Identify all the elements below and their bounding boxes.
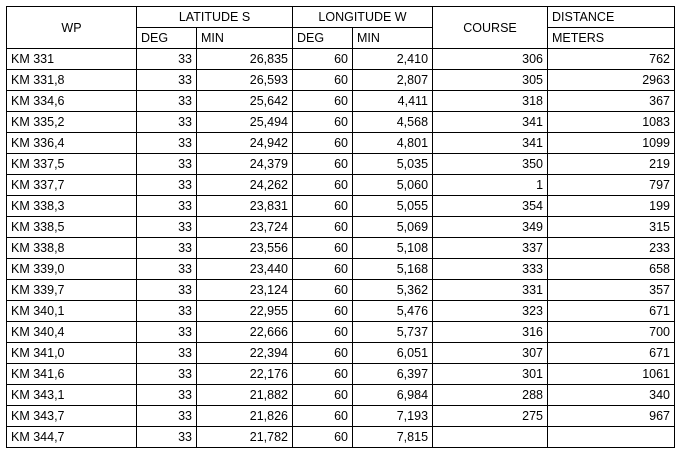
cell-course: 306 xyxy=(433,49,548,70)
cell-distance: 797 xyxy=(548,175,675,196)
cell-lon-deg: 60 xyxy=(293,259,353,280)
cell-lon-min: 5,069 xyxy=(353,217,433,238)
cell-wp: KM 331 xyxy=(7,49,137,70)
cell-lat-deg: 33 xyxy=(137,175,197,196)
table-row xyxy=(7,427,675,448)
cell-distance: 658 xyxy=(548,259,675,280)
cell-lat-min: 22,176 xyxy=(197,364,293,385)
cell-lat-deg: 33 xyxy=(137,238,197,259)
cell-distance: 671 xyxy=(548,343,675,364)
cell-wp: KM 335,2 xyxy=(7,112,137,133)
cell-lat-min: 23,556 xyxy=(197,238,293,259)
cell-lon-deg: 60 xyxy=(293,112,353,133)
cell-lat-min: 23,124 xyxy=(197,280,293,301)
table-row xyxy=(7,406,675,427)
cell-lon-deg: 60 xyxy=(293,175,353,196)
cell-course: 337 xyxy=(433,238,548,259)
header-meters: METERS xyxy=(548,28,675,49)
cell-lat-deg: 33 xyxy=(137,427,197,448)
cell-course: 354 xyxy=(433,196,548,217)
cell-course xyxy=(433,427,548,448)
cell-lon-deg: 60 xyxy=(293,91,353,112)
cell-lon-min: 5,108 xyxy=(353,238,433,259)
cell-lat-deg: 33 xyxy=(137,385,197,406)
cell-lon-min: 4,411 xyxy=(353,91,433,112)
cell-lon-deg: 60 xyxy=(293,49,353,70)
cell-lon-min: 6,397 xyxy=(353,364,433,385)
cell-wp: KM 338,8 xyxy=(7,238,137,259)
cell-lat-min: 21,882 xyxy=(197,385,293,406)
cell-lat-min: 24,942 xyxy=(197,133,293,154)
cell-lat-min: 23,724 xyxy=(197,217,293,238)
cell-lon-min: 2,807 xyxy=(353,70,433,91)
cell-lon-min: 5,737 xyxy=(353,322,433,343)
cell-course: 301 xyxy=(433,364,548,385)
cell-course: 316 xyxy=(433,322,548,343)
cell-lon-min: 6,051 xyxy=(353,343,433,364)
table-header xyxy=(7,7,675,49)
cell-lat-deg: 33 xyxy=(137,301,197,322)
cell-distance: 367 xyxy=(548,91,675,112)
cell-lon-deg: 60 xyxy=(293,427,353,448)
cell-lon-min: 7,815 xyxy=(353,427,433,448)
cell-lon-deg: 60 xyxy=(293,154,353,175)
cell-lat-min: 22,955 xyxy=(197,301,293,322)
header-lon-deg: DEG xyxy=(293,28,353,49)
cell-lat-min: 23,440 xyxy=(197,259,293,280)
cell-distance: 700 xyxy=(548,322,675,343)
cell-distance: 1099 xyxy=(548,133,675,154)
cell-lat-min: 22,394 xyxy=(197,343,293,364)
cell-distance: 967 xyxy=(548,406,675,427)
table-body xyxy=(7,49,675,448)
table-row xyxy=(7,91,675,112)
cell-wp: KM 339,0 xyxy=(7,259,137,280)
cell-lat-min: 25,494 xyxy=(197,112,293,133)
cell-distance: 2963 xyxy=(548,70,675,91)
waypoint-table xyxy=(6,6,675,448)
cell-wp: KM 334,6 xyxy=(7,91,137,112)
cell-wp: KM 338,3 xyxy=(7,196,137,217)
cell-lat-min: 22,666 xyxy=(197,322,293,343)
cell-wp: KM 341,0 xyxy=(7,343,137,364)
cell-lon-deg: 60 xyxy=(293,322,353,343)
cell-lon-min: 5,055 xyxy=(353,196,433,217)
cell-course: 1 xyxy=(433,175,548,196)
cell-lat-deg: 33 xyxy=(137,259,197,280)
table-row xyxy=(7,217,675,238)
cell-distance: 340 xyxy=(548,385,675,406)
cell-distance xyxy=(548,427,675,448)
table-row xyxy=(7,154,675,175)
cell-lat-deg: 33 xyxy=(137,217,197,238)
cell-lon-min: 5,476 xyxy=(353,301,433,322)
cell-distance: 357 xyxy=(548,280,675,301)
cell-wp: KM 343,1 xyxy=(7,385,137,406)
table-row xyxy=(7,196,675,217)
cell-lon-deg: 60 xyxy=(293,364,353,385)
cell-lon-min: 2,410 xyxy=(353,49,433,70)
cell-course: 331 xyxy=(433,280,548,301)
header-wp: WP xyxy=(7,7,137,49)
cell-distance: 219 xyxy=(548,154,675,175)
table-row xyxy=(7,238,675,259)
cell-lat-min: 26,835 xyxy=(197,49,293,70)
cell-wp: KM 337,5 xyxy=(7,154,137,175)
table-row xyxy=(7,175,675,196)
header-lat-min: MIN xyxy=(197,28,293,49)
cell-lon-min: 4,568 xyxy=(353,112,433,133)
cell-lat-deg: 33 xyxy=(137,406,197,427)
cell-lon-min: 4,801 xyxy=(353,133,433,154)
cell-lon-deg: 60 xyxy=(293,385,353,406)
cell-lat-deg: 33 xyxy=(137,364,197,385)
cell-lat-deg: 33 xyxy=(137,49,197,70)
cell-course: 349 xyxy=(433,217,548,238)
cell-course: 350 xyxy=(433,154,548,175)
cell-lat-deg: 33 xyxy=(137,343,197,364)
header-row-top xyxy=(7,7,675,28)
header-lon-min: MIN xyxy=(353,28,433,49)
table-row xyxy=(7,343,675,364)
cell-lon-deg: 60 xyxy=(293,343,353,364)
cell-lon-deg: 60 xyxy=(293,280,353,301)
cell-lon-deg: 60 xyxy=(293,133,353,154)
header-course: COURSE xyxy=(433,7,548,49)
cell-lon-deg: 60 xyxy=(293,196,353,217)
table-row xyxy=(7,280,675,301)
cell-course: 307 xyxy=(433,343,548,364)
cell-lat-min: 21,826 xyxy=(197,406,293,427)
cell-lat-deg: 33 xyxy=(137,91,197,112)
cell-wp: KM 340,4 xyxy=(7,322,137,343)
cell-lon-min: 6,984 xyxy=(353,385,433,406)
cell-wp: KM 337,7 xyxy=(7,175,137,196)
cell-lat-min: 24,262 xyxy=(197,175,293,196)
waypoint-table-container xyxy=(6,6,675,448)
cell-course: 341 xyxy=(433,112,548,133)
table-row xyxy=(7,385,675,406)
cell-distance: 315 xyxy=(548,217,675,238)
cell-lat-deg: 33 xyxy=(137,112,197,133)
cell-lat-deg: 33 xyxy=(137,322,197,343)
cell-wp: KM 344,7 xyxy=(7,427,137,448)
table-row xyxy=(7,49,675,70)
cell-lon-min: 5,060 xyxy=(353,175,433,196)
cell-lon-min: 5,362 xyxy=(353,280,433,301)
cell-course: 341 xyxy=(433,133,548,154)
table-row xyxy=(7,322,675,343)
cell-lat-min: 24,379 xyxy=(197,154,293,175)
cell-lon-min: 7,193 xyxy=(353,406,433,427)
cell-wp: KM 343,7 xyxy=(7,406,137,427)
cell-course: 323 xyxy=(433,301,548,322)
cell-wp: KM 336,4 xyxy=(7,133,137,154)
cell-lat-min: 21,782 xyxy=(197,427,293,448)
header-latitude: LATITUDE S xyxy=(137,7,293,28)
cell-lon-min: 5,035 xyxy=(353,154,433,175)
table-row xyxy=(7,70,675,91)
cell-wp: KM 338,5 xyxy=(7,217,137,238)
cell-course: 288 xyxy=(433,385,548,406)
cell-course: 305 xyxy=(433,70,548,91)
table-row xyxy=(7,133,675,154)
header-distance: DISTANCE xyxy=(548,7,675,28)
cell-lat-deg: 33 xyxy=(137,70,197,91)
header-longitude: LONGITUDE W xyxy=(293,7,433,28)
cell-wp: KM 340,1 xyxy=(7,301,137,322)
cell-lon-deg: 60 xyxy=(293,406,353,427)
cell-lon-deg: 60 xyxy=(293,217,353,238)
cell-lon-deg: 60 xyxy=(293,70,353,91)
cell-wp: KM 331,8 xyxy=(7,70,137,91)
cell-distance: 233 xyxy=(548,238,675,259)
cell-lat-min: 26,593 xyxy=(197,70,293,91)
cell-course: 318 xyxy=(433,91,548,112)
cell-course: 333 xyxy=(433,259,548,280)
cell-lat-min: 25,642 xyxy=(197,91,293,112)
cell-wp: KM 339,7 xyxy=(7,280,137,301)
cell-lat-deg: 33 xyxy=(137,196,197,217)
table-row xyxy=(7,112,675,133)
cell-distance: 199 xyxy=(548,196,675,217)
cell-distance: 1061 xyxy=(548,364,675,385)
cell-lon-deg: 60 xyxy=(293,238,353,259)
cell-distance: 762 xyxy=(548,49,675,70)
cell-lat-min: 23,831 xyxy=(197,196,293,217)
cell-distance: 671 xyxy=(548,301,675,322)
cell-wp: KM 341,6 xyxy=(7,364,137,385)
cell-lat-deg: 33 xyxy=(137,154,197,175)
cell-lat-deg: 33 xyxy=(137,133,197,154)
cell-lon-deg: 60 xyxy=(293,301,353,322)
cell-lon-min: 5,168 xyxy=(353,259,433,280)
table-row xyxy=(7,259,675,280)
cell-lat-deg: 33 xyxy=(137,280,197,301)
header-lat-deg: DEG xyxy=(137,28,197,49)
table-row xyxy=(7,301,675,322)
cell-distance: 1083 xyxy=(548,112,675,133)
table-row xyxy=(7,364,675,385)
cell-course: 275 xyxy=(433,406,548,427)
